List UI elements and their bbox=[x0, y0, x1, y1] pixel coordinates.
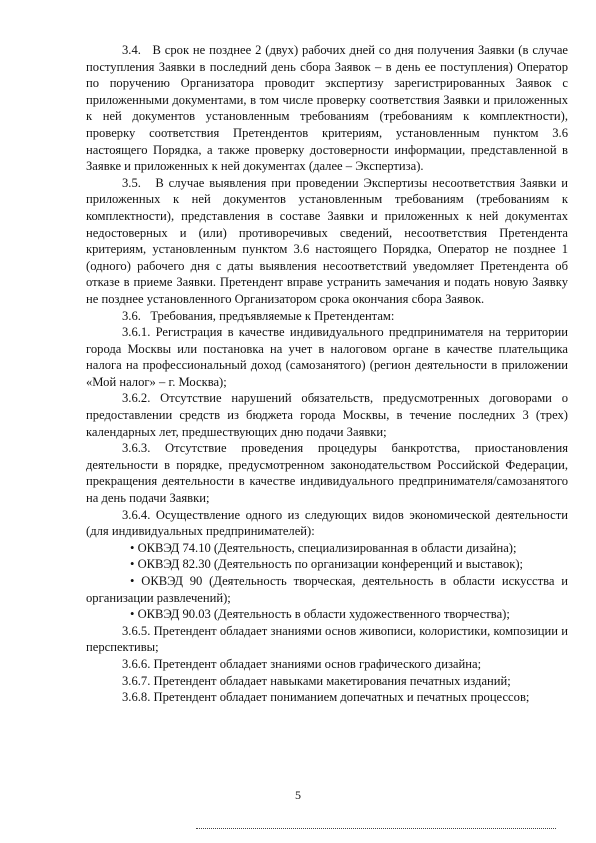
paragraph-3-6-7: 3.6.7. Претендент обладает навыками макетирования печатных изданий; bbox=[122, 673, 511, 688]
bullet-text: ОКВЭД 90.03 (Деятельность в области художественного творчества); bbox=[137, 607, 510, 622]
paragraph-3-6-5: 3.6.5. Претендент обладает знаниями основ живописи, колористики, композиции и перспективы; bbox=[86, 623, 568, 655]
bullet-okved-item bbox=[86, 606, 568, 623]
paragraph-3-6-3: 3.6.3. Отсутствие проведения процедуры банкротства, приостановления деятельности в порядке, предусмотренном законодательством Российской Федерации, прекращения деятельности в качестве индивидуального предпринимателя/самозанятого на день подачи Заявки; bbox=[86, 441, 568, 506]
paragraph-3-6-6: 3.6.6. Претендент обладает знаниями основ графического дизайна; bbox=[122, 656, 482, 671]
paragraph-3-6-8: 3.6.8. Претендент обладает пониманием допечатных и печатных процессов; bbox=[122, 690, 530, 705]
paragraph-3-4: 3.4. В срок не позднее 2 (двух) рабочих дней со дня получения Заявки (в случае поступления Заявки в последний день сбора Заявок – в день ее поступления) Оператор по поручению Организатора проводит экспертизу зарегистрированных Заявок с приложенными документами, в том числе проверку соответствия Заявки и приложенных к ней документов установленным требованиям (требованиям к комплектности), проверку соответствия Претендентов критериям, установленным пунктом 3.6 настоящего Порядка, а также проверку достоверности информации, представленной в Заявке и приложенных к ней документах (далее – Экспертиза). bbox=[86, 43, 568, 174]
bullet-text: ОКВЭД 82.30 (Деятельность по организации конференций и выставок); bbox=[137, 557, 524, 572]
document-page bbox=[86, 42, 568, 706]
bullet-icon bbox=[130, 607, 138, 621]
paragraph-3-6-2: 3.6.2. Отсутствие нарушений обязательств, предусмотренных договорами о предоставлении средств из бюджета города Москвы, в течение последних 3 (трех) календарных лет, предшествующих дню подачи Заявки; bbox=[86, 391, 568, 439]
paragraph-3-5: 3.5. В случае выявления при проведении Экспертизы несоответствия Заявки и приложенных к ней документов установленным требованиям (требованиям к комплектности), представления в составе Заявки и приложенных к ней документах недостоверных и (или) противоречивых сведений, несоответствия Претендента критериям, установленным пунктом 3.6 настоящего Порядка, Оператор не позднее 1 (одного) рабочего дня с даты выявления несоответствий уведомляет Претендента об отказе в приеме Заявки. Претендент вправе устранить замечания и подать новую Заявку не позднее установленного Организатором срока окончания сбора Заявок. bbox=[86, 175, 568, 306]
bullet-okved-item bbox=[86, 556, 568, 573]
bullet-icon bbox=[130, 541, 138, 555]
paragraph-3-6-4: 3.6.4. Осуществление одного из следующих видов экономической деятельности (для индивидуальных предпринимателей): bbox=[86, 507, 568, 539]
bullet-icon bbox=[130, 574, 141, 588]
paragraph-3-6-1: 3.6.1. Регистрация в качестве индивидуального предпринимателя на территории города Москвы или постановка на учет в налоговом органе в качестве плательщика налога на профессиональный доход (самозанятого) (регион деятельности в приложении «Мой налог» – г. Москва); bbox=[86, 325, 568, 389]
bullet-text: ОКВЭД 74.10 (Деятельность, специализированная в области дизайна); bbox=[137, 540, 517, 555]
bullet-icon bbox=[130, 557, 138, 571]
bullet-text: ОКВЭД 90 (Деятельность творческая, деятельность в области искусства и организации развлечений); bbox=[86, 574, 568, 605]
bullet-okved-item bbox=[86, 573, 568, 606]
footer-divider bbox=[196, 828, 556, 829]
bullet-okved-item bbox=[86, 540, 568, 557]
paragraph-3-6: 3.6. Требования, предъявляемые к Претендентам: bbox=[122, 308, 395, 323]
page-number: 5 bbox=[295, 788, 301, 802]
